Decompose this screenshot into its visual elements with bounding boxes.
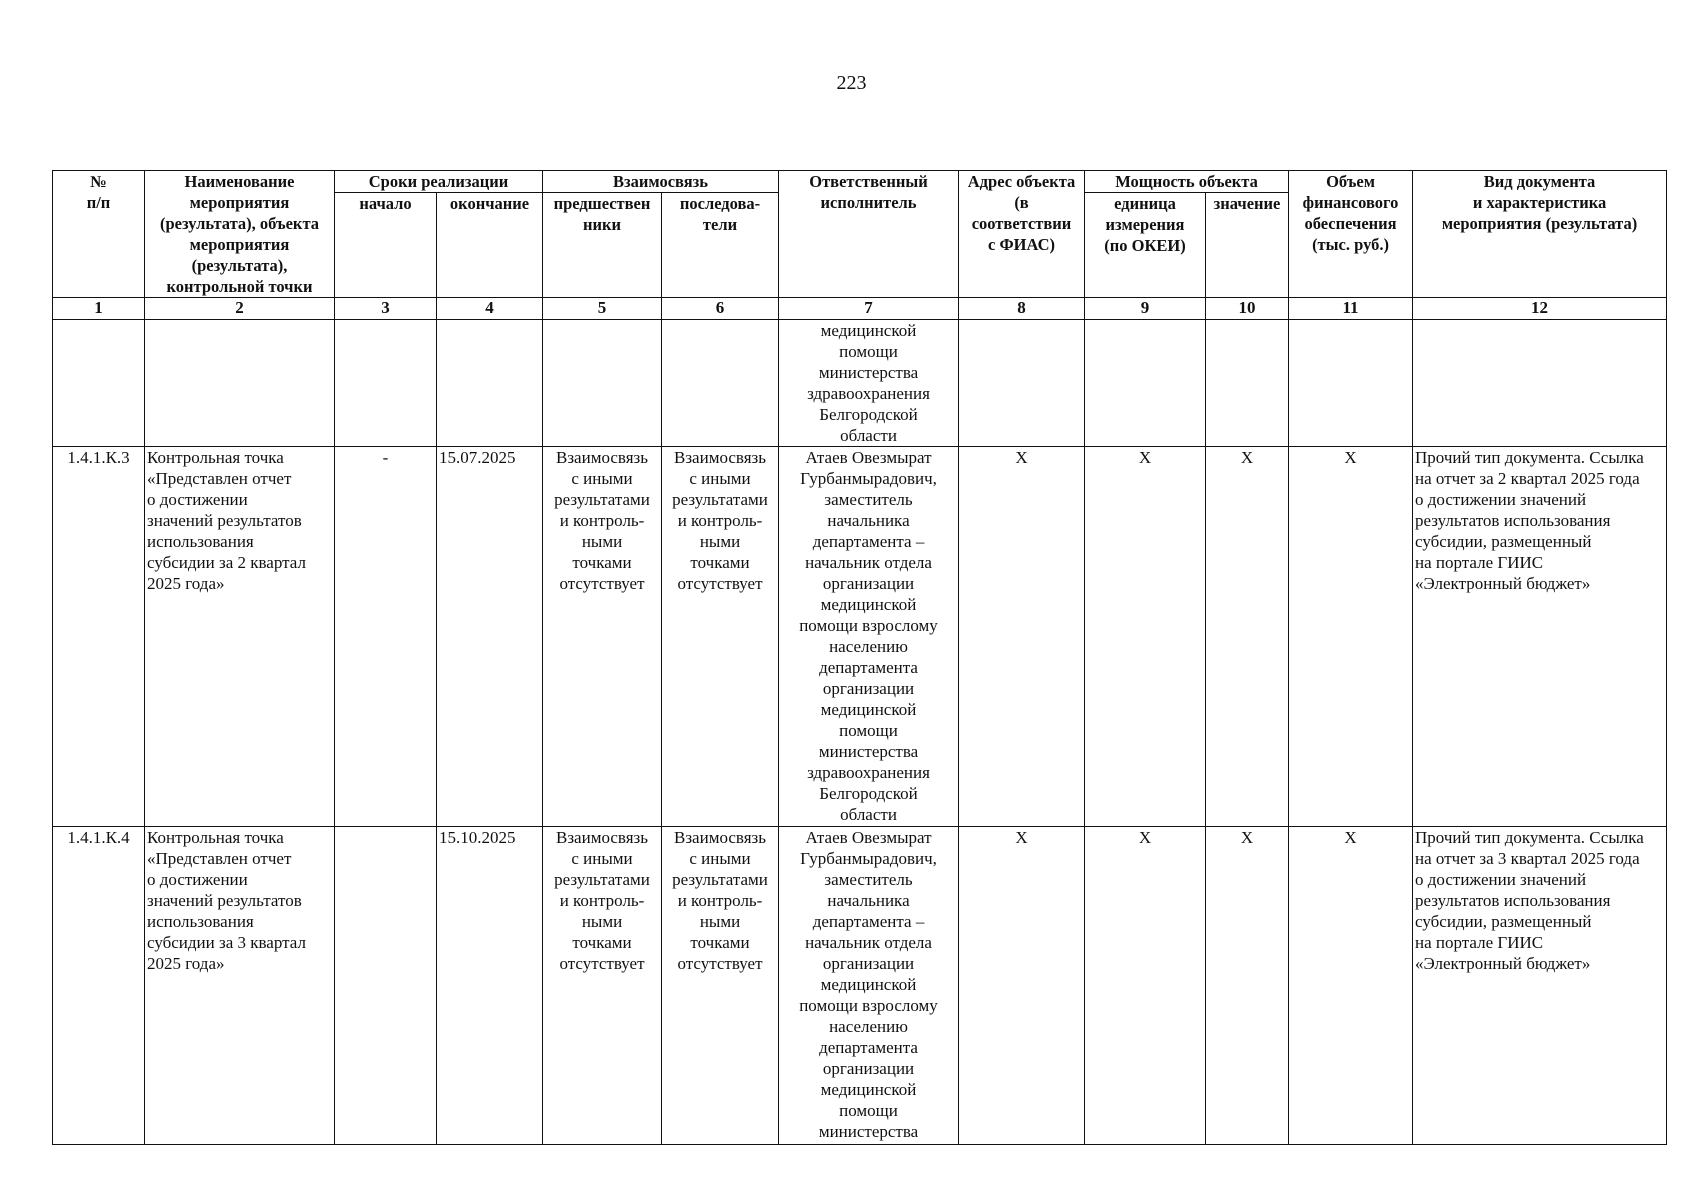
column-number: 6	[662, 298, 779, 320]
header-address	[959, 171, 1085, 298]
text-line: Атаев Овезмырат	[805, 828, 932, 847]
page-number: 223	[836, 72, 867, 94]
text-line: и контроль-	[559, 511, 645, 530]
text-line: мероприятия	[189, 193, 290, 212]
column-number: 5	[543, 298, 662, 320]
text-line: департамента –	[812, 912, 925, 931]
column-number: 3	[335, 298, 437, 320]
text-line: отсутствует	[677, 954, 763, 973]
text-line: начальника	[827, 511, 910, 530]
text-line: Взаимосвязь	[674, 448, 767, 467]
text-line: организации	[822, 1059, 915, 1078]
text-line: населению	[829, 1017, 908, 1036]
text-line: министерства	[818, 1122, 919, 1141]
header-start: начало	[335, 193, 437, 298]
text-line: здравоохранения	[807, 763, 930, 782]
text-line: с иными	[571, 469, 633, 488]
cell-finance: X	[1289, 827, 1413, 1145]
text-line: помощи	[839, 1101, 898, 1120]
text-line: Прочий тип документа. Ссылка	[1415, 828, 1644, 847]
text-line: с иными	[571, 849, 633, 868]
text-line: медицинской	[820, 595, 917, 614]
text-line: Белгородской	[819, 405, 918, 424]
column-number: 1	[53, 298, 145, 320]
cell-num	[53, 320, 145, 447]
text-line: контрольной точки	[166, 277, 313, 296]
text-line: результатами	[554, 490, 650, 509]
header-num	[53, 171, 145, 298]
text-line: 2025 года»	[147, 954, 225, 973]
text-line: ными	[581, 912, 623, 931]
text-line: измерения	[1105, 215, 1185, 234]
cell-num: 1.4.1.К.4	[53, 827, 145, 1145]
text-line: Взаимосвязь	[556, 828, 649, 847]
cell-name	[145, 827, 335, 1145]
cell-name	[145, 320, 335, 447]
text-line: результатов использования	[1415, 511, 1611, 530]
text-line: Контрольная точка	[147, 448, 284, 467]
text-line: Атаев Овезмырат	[805, 448, 932, 467]
text-line: о достижении	[147, 870, 248, 889]
cell-value: X	[1206, 447, 1289, 827]
text-line: на портале ГИИС	[1415, 553, 1544, 572]
cell-doctype	[1413, 827, 1667, 1145]
text-line: помощи	[839, 721, 898, 740]
text-line: (по ОКЕИ)	[1104, 236, 1186, 255]
text-line: организации	[822, 574, 915, 593]
cell-unit	[1085, 320, 1206, 447]
text-line: результатов использования	[1415, 891, 1611, 910]
text-line: единица	[1114, 194, 1176, 213]
text-line: мероприятия	[189, 235, 290, 254]
text-line: с иными	[689, 849, 751, 868]
text-line: Вид документа	[1483, 172, 1596, 191]
cell-start: -	[335, 447, 437, 827]
column-number: 11	[1289, 298, 1413, 320]
cell-address: X	[959, 447, 1085, 827]
text-line: организации	[822, 954, 915, 973]
cell-finance	[1289, 320, 1413, 447]
text-line: (в	[1014, 193, 1029, 212]
text-line: результатами	[672, 870, 768, 889]
text-line: точками	[572, 553, 632, 572]
text-line: медицинской	[820, 700, 917, 719]
cell-responsible	[779, 320, 959, 447]
column-number: 10	[1206, 298, 1289, 320]
text-line: Белгородской	[819, 784, 918, 803]
text-line: области	[840, 426, 897, 445]
text-line: ными	[699, 532, 741, 551]
text-line: помощи взрослому	[799, 996, 938, 1015]
text-line: использования	[147, 532, 254, 551]
text-line: соответствии	[971, 214, 1072, 233]
text-line: медицинской	[820, 321, 917, 340]
text-line: Гурбанмырадович,	[800, 849, 937, 868]
text-line: (тыс. руб.)	[1312, 235, 1389, 254]
column-number-row	[53, 298, 1667, 320]
cell-end	[437, 320, 543, 447]
text-line: помощи	[839, 342, 898, 361]
text-line: населению	[829, 637, 908, 656]
text-line: субсидии за 2 квартал	[147, 553, 306, 572]
header-doctype	[1413, 171, 1667, 298]
cell-num: 1.4.1.К.3	[53, 447, 145, 827]
text-line: отсутствует	[559, 574, 645, 593]
text-line: предшествен	[553, 194, 651, 213]
text-line: департамента	[819, 658, 918, 677]
text-line: здравоохранения	[807, 384, 930, 403]
text-line: ники	[583, 215, 622, 234]
text-line: департамента	[819, 1038, 918, 1057]
table-row	[53, 447, 1667, 827]
cell-unit: X	[1085, 827, 1206, 1145]
column-number: 12	[1413, 298, 1667, 320]
text-line: на отчет за 2 квартал 2025 года	[1415, 469, 1640, 488]
cell-predecessors	[543, 320, 662, 447]
text-line: Объем	[1326, 172, 1375, 191]
text-line: Гурбанмырадович,	[800, 469, 937, 488]
text-line: п/п	[86, 193, 111, 212]
text-line: исполнитель	[820, 193, 917, 212]
cell-doctype	[1413, 320, 1667, 447]
cell-responsible	[779, 447, 959, 827]
text-line: обеспечения	[1304, 214, 1397, 233]
text-line: о достижении значений	[1415, 870, 1587, 889]
text-line: Прочий тип документа. Ссылка	[1415, 448, 1644, 467]
text-line: и контроль-	[677, 511, 763, 530]
text-line: субсидии, размещенный	[1415, 532, 1592, 551]
text-line: о достижении	[147, 490, 248, 509]
cell-successors	[662, 827, 779, 1145]
text-line: начальник отдела	[805, 933, 932, 952]
text-line: Адрес объекта	[967, 172, 1076, 191]
header-unit	[1085, 193, 1206, 298]
text-line: результатами	[672, 490, 768, 509]
header-terms: Сроки реализации	[335, 171, 543, 193]
cell-doctype	[1413, 447, 1667, 827]
text-line: заместитель	[824, 870, 913, 889]
cell-end: 15.07.2025	[437, 447, 543, 827]
text-line: начальник отдела	[805, 553, 932, 572]
text-line: значений результатов	[147, 891, 302, 910]
implementation-plan-table	[52, 170, 1667, 1145]
text-line: использования	[147, 912, 254, 931]
header-end: окончание	[437, 193, 543, 298]
text-line: и контроль-	[677, 891, 763, 910]
text-line: медицинской	[820, 1080, 917, 1099]
header-predecessors	[543, 193, 662, 298]
text-line: «Представлен отчет	[147, 849, 292, 868]
header-finance	[1289, 171, 1413, 298]
text-line: организации	[822, 679, 915, 698]
text-line: министерства	[818, 363, 919, 382]
text-line: «Электронный бюджет»	[1415, 954, 1591, 973]
table-row	[53, 827, 1667, 1145]
cell-successors	[662, 320, 779, 447]
cell-value: X	[1206, 827, 1289, 1145]
text-line: отсутствует	[677, 574, 763, 593]
text-line: ными	[581, 532, 623, 551]
text-line: (результата), объекта	[160, 214, 319, 233]
cell-unit: X	[1085, 447, 1206, 827]
header-name	[145, 171, 335, 298]
cell-address	[959, 320, 1085, 447]
column-number: 2	[145, 298, 335, 320]
text-line: тели	[702, 215, 738, 234]
text-line: начальника	[827, 891, 910, 910]
column-number: 7	[779, 298, 959, 320]
text-line: и характеристика	[1472, 193, 1607, 212]
text-line: Ответственный	[809, 172, 928, 191]
column-number: 8	[959, 298, 1085, 320]
text-line: и контроль-	[559, 891, 645, 910]
text-line: 2025 года»	[147, 574, 225, 593]
cell-successors	[662, 447, 779, 827]
text-line: «Электронный бюджет»	[1415, 574, 1591, 593]
text-line: помощи взрослому	[799, 616, 938, 635]
text-line: субсидии, размещенный	[1415, 912, 1592, 931]
text-line: финансового	[1302, 193, 1399, 212]
text-line: заместитель	[824, 490, 913, 509]
text-line: последова-	[679, 194, 761, 213]
text-line: точками	[572, 933, 632, 952]
text-line: отсутствует	[559, 954, 645, 973]
text-line: точками	[690, 933, 750, 952]
text-line: субсидии за 3 квартал	[147, 933, 306, 952]
column-number: 9	[1085, 298, 1206, 320]
text-line: о достижении значений	[1415, 490, 1587, 509]
text-line: с иными	[689, 469, 751, 488]
text-line: «Представлен отчет	[147, 469, 292, 488]
column-number: 4	[437, 298, 543, 320]
cell-address: X	[959, 827, 1085, 1145]
text-line: точками	[690, 553, 750, 572]
text-line: Взаимосвязь	[674, 828, 767, 847]
text-line: министерства	[818, 742, 919, 761]
text-line: (результата),	[191, 256, 288, 275]
cell-predecessors	[543, 827, 662, 1145]
text-line: на портале ГИИС	[1415, 933, 1544, 952]
table-row	[53, 320, 1667, 447]
text-line: ными	[699, 912, 741, 931]
text-line: значений результатов	[147, 511, 302, 530]
text-line: №	[90, 172, 107, 191]
text-line: Наименование	[184, 172, 295, 191]
text-line: мероприятия (результата)	[1441, 214, 1638, 233]
header-responsible	[779, 171, 959, 298]
header-successors	[662, 193, 779, 298]
text-line: департамента –	[812, 532, 925, 551]
header-relation: Взаимосвязь	[543, 171, 779, 193]
text-line: результатами	[554, 870, 650, 889]
cell-start	[335, 827, 437, 1145]
text-line: Взаимосвязь	[556, 448, 649, 467]
text-line: Контрольная точка	[147, 828, 284, 847]
cell-finance: X	[1289, 447, 1413, 827]
cell-name	[145, 447, 335, 827]
text-line: медицинской	[820, 975, 917, 994]
header-value: значение	[1206, 193, 1289, 298]
cell-predecessors	[543, 447, 662, 827]
cell-responsible	[779, 827, 959, 1145]
header-capacity: Мощность объекта	[1085, 171, 1289, 193]
cell-value	[1206, 320, 1289, 447]
text-line: области	[840, 805, 897, 824]
cell-start	[335, 320, 437, 447]
cell-end: 15.10.2025	[437, 827, 543, 1145]
text-line: с ФИАС)	[988, 235, 1055, 254]
text-line: на отчет за 3 квартал 2025 года	[1415, 849, 1640, 868]
